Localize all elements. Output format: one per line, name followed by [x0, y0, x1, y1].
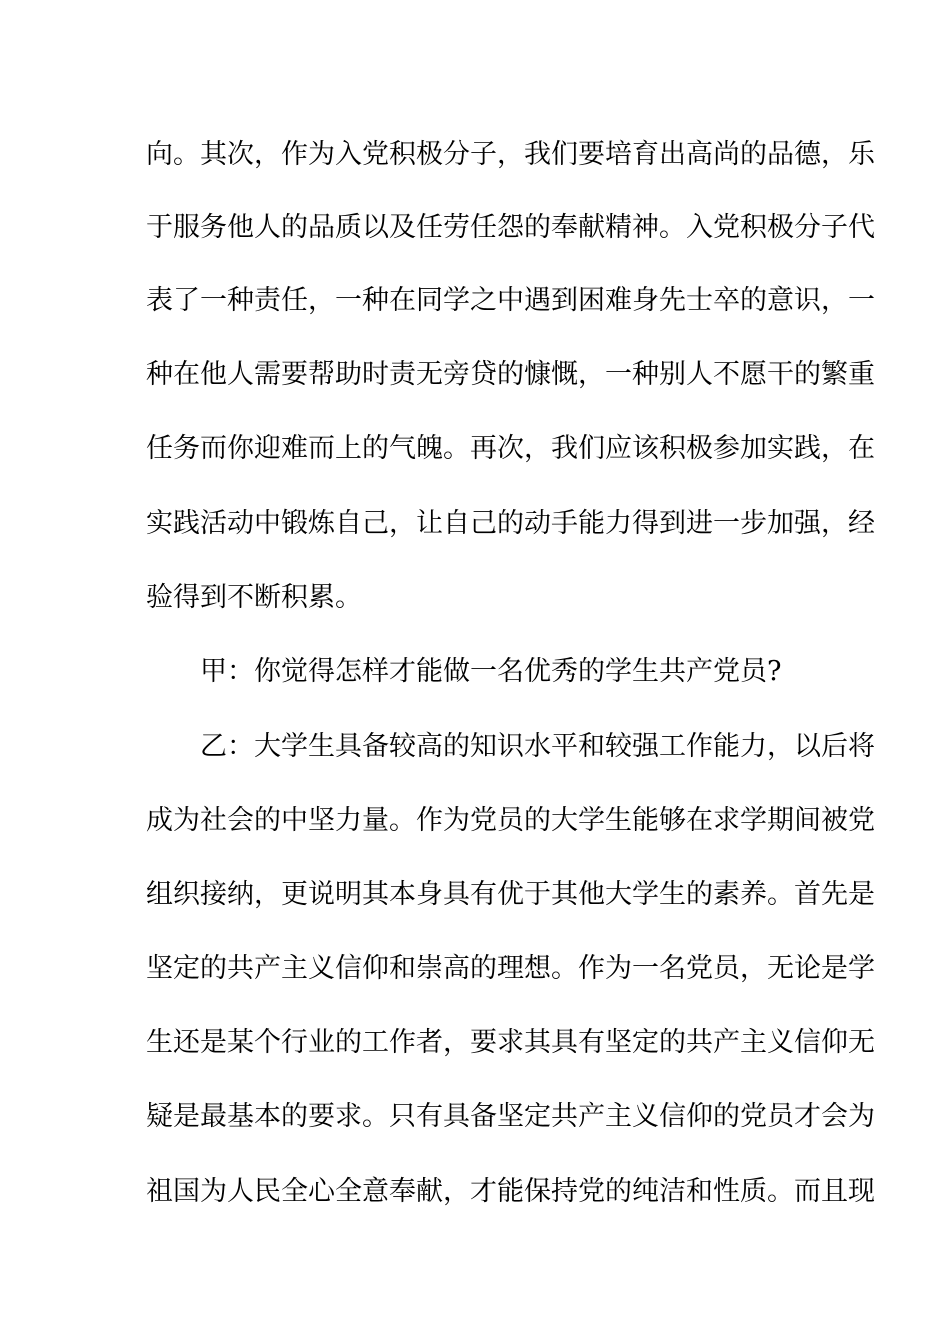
text-line: 成为社会的中坚力量。作为党员的大学生能够在求学期间被党 — [146, 805, 875, 836]
text-line: 坚定的共产主义信仰和崇高的理想。作为一名党员，无论是学 — [146, 953, 875, 984]
text-line: 实践活动中锻炼自己，让自己的动手能力得到进一步加强，经 — [146, 508, 875, 539]
text-line: 向。其次，作为入党积极分子，我们要培育出高尚的品德，乐 — [146, 139, 875, 170]
text-line: 疑是最基本的要求。只有具备坚定共产主义信仰的党员才会为 — [146, 1101, 875, 1132]
dialogue-question: 甲：你觉得怎样才能做一名优秀的学生共产党员? — [146, 656, 782, 687]
text-line: 验得到不断积累。 — [146, 582, 362, 613]
text-line: 祖国为人民全心全意奉献，才能保持党的纯洁和性质。而且现 — [146, 1176, 875, 1207]
text-line: 组织接纳，更说明其本身具有优于其他大学生的素养。首先是 — [146, 879, 875, 910]
text-line: 任务而你迎难而上的气魄。再次，我们应该积极参加实践，在 — [146, 433, 875, 464]
text-line: 表了一种责任，一种在同学之中遇到困难身先士卒的意识，一 — [146, 285, 875, 316]
text-line: 生还是某个行业的工作者，要求其具有坚定的共产主义信仰无 — [146, 1027, 875, 1058]
text-line: 种在他人需要帮助时责无旁贷的慷慨，一种别人不愿干的繁重 — [146, 359, 875, 390]
text-line: 于服务他人的品质以及任劳任怨的奉献精神。入党积极分子代 — [146, 212, 875, 243]
dialogue-answer: 乙：大学生具备较高的知识水平和较强工作能力，以后将 — [146, 731, 875, 762]
